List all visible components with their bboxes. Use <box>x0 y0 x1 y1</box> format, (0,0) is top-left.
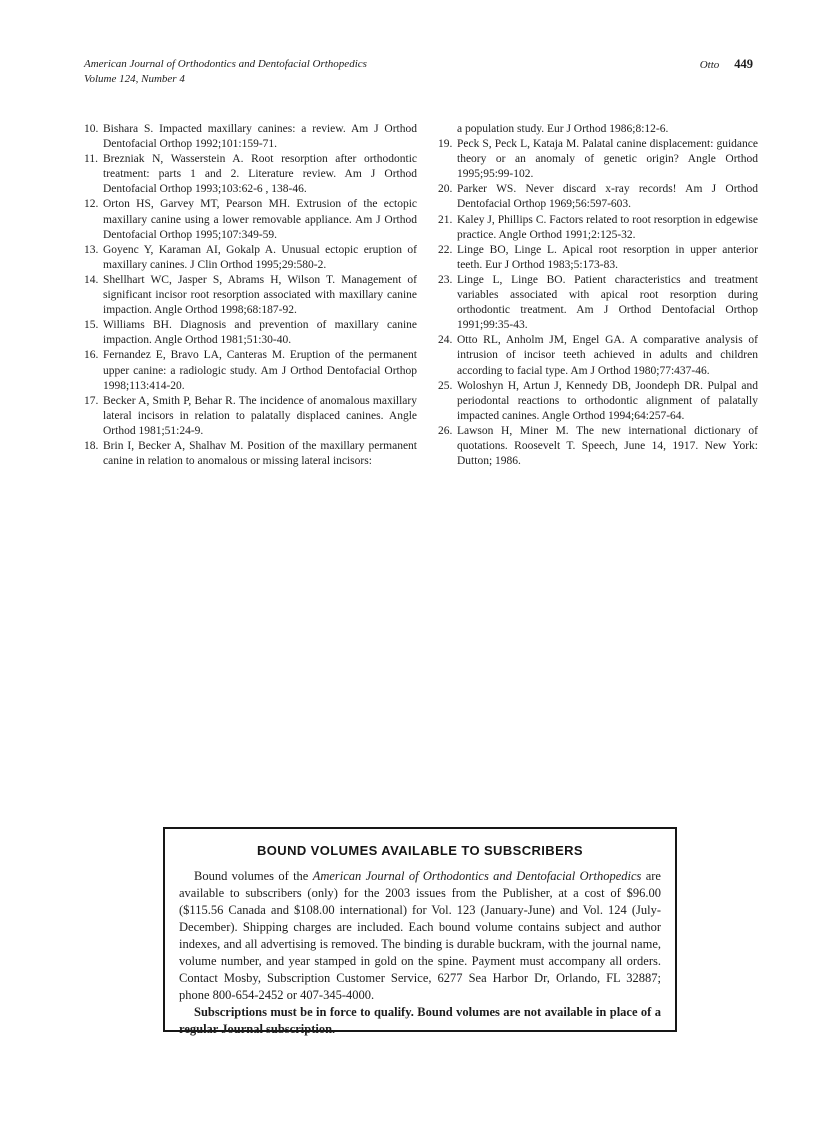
reference-text: Linge L, Linge BO. Patient characteristics and treatment variables associated with apical root resorption during orthodontic treatment. Am J Orthod Dentofacial Orthop 1991;99:35-43. <box>457 273 758 332</box>
reference-item <box>438 273 758 333</box>
journal-title: American Journal of Orthodontics and Dentofacial Orthopedics <box>84 58 367 70</box>
author-name: Otto <box>699 59 720 71</box>
reference-text: Lawson H, Miner M. The new international dictionary of quotations. Roosevelt T. Speech, June 14, 1917. New York: Dutton; 1986. <box>457 424 758 468</box>
reference-item <box>84 152 417 197</box>
notice-body-text: are available to subscribers (only) for the 2003 issues from the Publisher, at a cost of $96.00 ($115.56 Canada and $108.00 international) for Vol. 123 (January-June) and Vol. 124 (July-December). Shipping charges are included. Each bound volume contains subject and author indexes, and all advertising is removed. The binding is durable buckram, with the journal name, volume number, and year stamped in gold on the spine. Payment must accompany all orders. Contact Mosby, Subscription Customer Service, 6277 Sea Harbor Dr, Orlando, FL 32887; phone 800-654-2452 or 407-345-4000. <box>179 869 661 1002</box>
reference-number: 16. <box>84 349 99 362</box>
page-number: 449 <box>734 57 753 71</box>
reference-item <box>438 137 758 182</box>
reference-item <box>84 243 417 273</box>
reference-number: 20. <box>438 183 453 196</box>
reference-item <box>438 333 758 378</box>
reference-number: 12. <box>84 198 99 211</box>
reference-item <box>84 439 417 469</box>
reference-number: 25. <box>438 379 453 392</box>
reference-number: 11. <box>84 153 98 166</box>
reference-text: Becker A, Smith P, Behar R. The incidence of anomalous maxillary lateral incisors in relation to palatally displaced canines. Angle Orthod 1981;51:24-9. <box>103 394 417 437</box>
reference-text: Parker WS. Never discard x-ray records! Am J Orthod Dentofacial Orthop 1969;56:597-603. <box>457 183 758 211</box>
reference-item <box>84 273 417 318</box>
reference-number: 13. <box>84 243 99 256</box>
reference-text: Otto RL, Anholm JM, Engel GA. A comparative analysis of intrusion of incisor teeth achieved in adults and children according to facial type. Am J Orthod 1980;77:437-46. <box>457 334 758 377</box>
reference-item <box>84 197 417 242</box>
reference-number: 22. <box>438 243 453 256</box>
reference-item <box>438 424 758 469</box>
reference-text: Orton HS, Garvey MT, Pearson MH. Extrusion of the ectopic maxillary canine using a lower removable appliance. Am J Orthod Dentofacial Orthop 1995;107:349-59. <box>103 198 417 241</box>
reference-text: Kaley J, Phillips C. Factors related to root resorption in edgewise practice. Angle Orthod 1991;2:125-32. <box>457 213 758 241</box>
reference-continuation: a population study. Eur J Orthod 1986;8:12-6. <box>457 123 669 135</box>
reference-item <box>84 394 417 439</box>
references-column-right <box>438 122 758 469</box>
references-column-left <box>84 122 417 469</box>
reference-number: 14. <box>84 273 99 286</box>
notice-body-text: Bound volumes of the <box>194 869 313 883</box>
reference-item <box>84 318 417 348</box>
reference-text: Brin I, Becker A, Shalhav M. Position of the maxillary permanent canine in relation to anomalous or missing lateral incisors: <box>103 439 417 468</box>
reference-text: Linge BO, Linge L. Apical root resorption in upper anterior teeth. Eur J Orthod 1983;5:173-83. <box>457 243 758 271</box>
notice-title: BOUND VOLUMES AVAILABLE TO SUBSCRIBERS <box>256 843 583 858</box>
reference-number: 17. <box>84 394 99 407</box>
reference-number: 18. <box>84 439 99 452</box>
reference-text: Woloshyn H, Artun J, Kennedy DB, Joondeph DR. Pulpal and periodontal reactions to orthodontic alignment of palatally impacted canines. Angle Orthod 1994;64:257-64. <box>457 379 758 422</box>
notice-journal-name: American Journal of Orthodontics and Dentofacial Orthopedics <box>312 869 642 883</box>
reference-number: 24. <box>438 334 453 347</box>
notice-bold-note: Subscriptions must be in force to qualify. Bound volumes are not available in place of a regular Journal subscription. <box>179 1005 661 1036</box>
reference-text: Williams BH. Diagnosis and prevention of maxillary canine impaction. Angle Orthod 1981;51:30-40. <box>103 319 417 347</box>
reference-item <box>438 182 758 212</box>
reference-number: 23. <box>438 273 453 286</box>
reference-number: 21. <box>438 213 453 226</box>
reference-item <box>84 122 417 152</box>
reference-item <box>438 379 758 424</box>
reference-text: Shellhart WC, Jasper S, Abrams H, Wilson T. Management of significant incisor root resorption associated with maxillary canine impaction. Angle Orthod 1998;68:187-92. <box>103 273 417 317</box>
reference-item <box>438 213 758 243</box>
reference-number: 26. <box>438 424 453 437</box>
running-head-left <box>84 57 367 87</box>
bound-volumes-notice-box <box>163 827 677 1036</box>
reference-text: Brezniak N, Wasserstein A. Root resorption after orthodontic treatment: parts 1 and 2. Literature review. Am J Orthod Dentofacial Orthop 1993;103:62-6 , 138-46. <box>103 153 417 196</box>
reference-text: Bishara S. Impacted maxillary canines: a review. Am J Orthod Dentofacial Orthop 1992;101:159-71. <box>103 123 417 151</box>
references-section <box>84 122 758 469</box>
volume-info: Volume 124, Number 4 <box>84 73 185 85</box>
reference-text: Goyenc Y, Karaman AI, Gokalp A. Unusual ectopic eruption of maxillary canines. J Clin Orthod 1995;29:580-2. <box>103 243 417 271</box>
reference-number: 10. <box>84 123 99 135</box>
reference-text: Fernandez E, Bravo LA, Canteras M. Eruption of the permanent upper canine: a radiologic study. Am J Orthod Dentofacial Orthop 1998;113:414-20. <box>103 349 417 392</box>
reference-number: 19. <box>438 138 453 151</box>
reference-item <box>438 243 758 273</box>
running-head <box>84 57 753 87</box>
running-head-right <box>700 57 753 73</box>
notice-body <box>179 868 661 1004</box>
reference-item <box>84 348 417 393</box>
reference-text: Peck S, Peck L, Kataja M. Palatal canine displacement: guidance theory or an anomaly of genetic origin? Angle Orthod 1995;95:99-102. <box>457 138 758 181</box>
reference-number: 15. <box>84 319 99 332</box>
